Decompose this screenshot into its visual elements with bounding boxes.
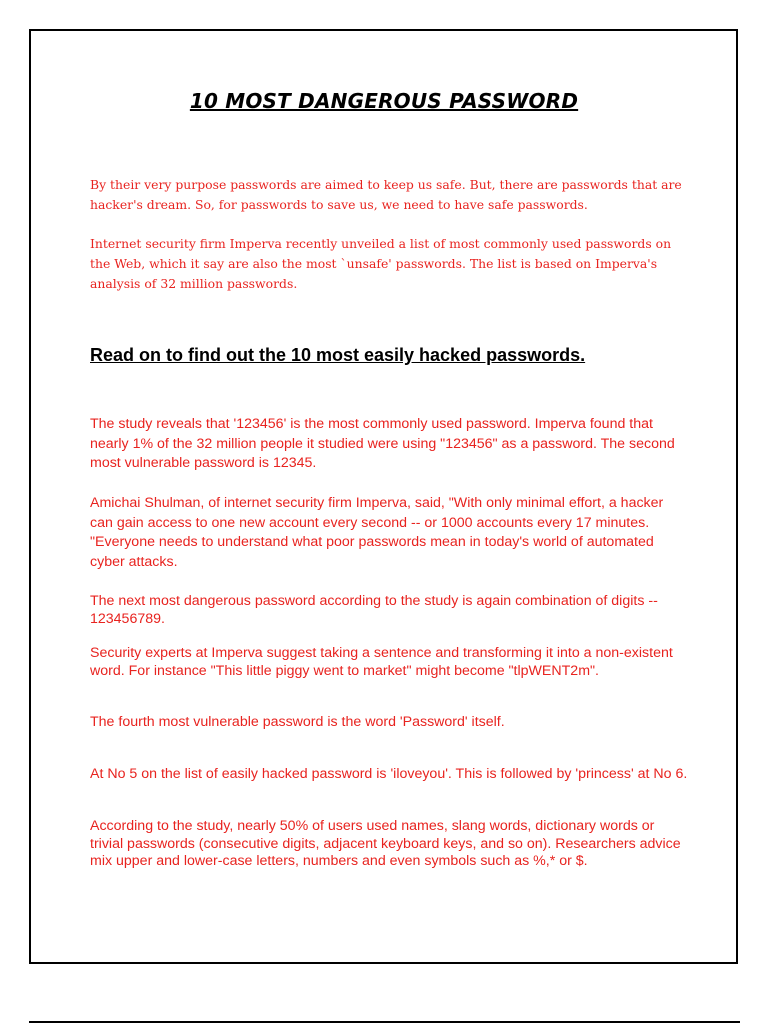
body-paragraph-5: The fourth most vulnerable password is the word 'Password' itself. xyxy=(90,714,505,730)
next-page-border xyxy=(29,1021,740,1023)
body-paragraph-4: Security experts at Imperva suggest taking a sentence and transforming it into a non-existent word. For instance "This little piggy went to market" might become "tlpWENT2m". xyxy=(90,645,673,679)
intro-paragraph-2: Internet security firm Imperva recently unveiled a list of most commonly used passwords on the Web, which it say are also the most `unsafe' passwords. The list is based on Imperva's analysis of 32 million passwords. xyxy=(90,236,672,291)
body-paragraph-1: The study reveals that '123456' is the most commonly used password. Imperva found that nearly 1% of the 32 million people it studied were using "123456" as a password. The second most vulnerable password is 12345. xyxy=(90,416,675,471)
document-title: 10 MOST DANGEROUS PASSWORD xyxy=(189,89,579,113)
body-paragraph-3: The next most dangerous password according to the study is again combination of digits -- 123456789. xyxy=(90,593,658,627)
body-paragraph-2: Amichai Shulman, of internet security firm Imperva, said, "With only minimal effort, a hacker can gain access to one new account every second -- or 1000 accounts every 17 minutes. "Everyone needs to understand what poor passwords mean in today's world of automated cyber attacks. xyxy=(90,495,664,570)
body-paragraph-6: At No 5 on the list of easily hacked password is 'iloveyou'. This is followed by 'princess' at No 6. xyxy=(90,766,688,782)
body-paragraph-7: According to the study, nearly 50% of users used names, slang words, dictionary words or trivial passwords (consecutive digits, adjacent keyboard keys, and so on). Researchers advice mix upper and lower-case letters, numbers and even symbols such as %,* or $. xyxy=(90,818,681,869)
intro-paragraph-1: By their very purpose passwords are aimed to keep us safe. But, there are passwords that are hacker's dream. So, for passwords to save us, we need to have safe passwords. xyxy=(90,177,682,212)
section-subheading: Read on to find out the 10 most easily hacked passwords. xyxy=(90,345,586,365)
